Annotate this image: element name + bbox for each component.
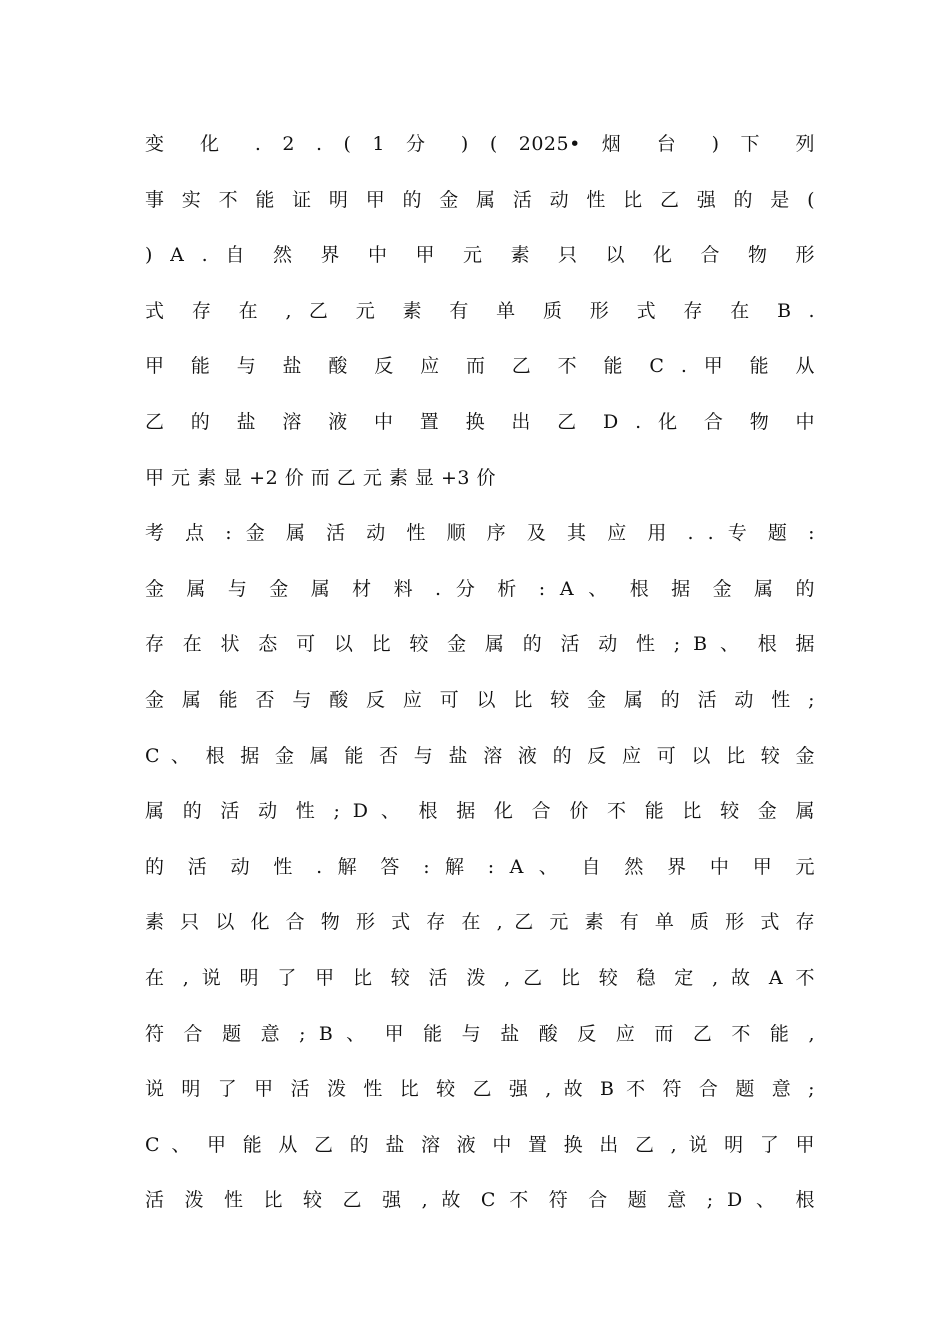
text-line: 在 , 说 明 了 甲 比 较 活 泼 , 乙 比 较 稳 定 , 故 A 不	[145, 966, 815, 989]
text-line: 说 明 了 甲 活 泼 性 比 较 乙 强 , 故 B 不 符 合 题 意 ;	[145, 1078, 815, 1101]
text-line: 式 存 在 , 乙 元 素 有 单 质 形 式 存 在 B .	[145, 299, 815, 322]
text-line: 甲 元 素 显 +2 价 而 乙 元 素 显 +3 价	[145, 466, 496, 489]
text-line: 符 合 题 意 ; B 、 甲 能 与 盐 酸 反 应 而 乙 不 能 ,	[145, 1022, 815, 1045]
text-line: 乙 的 盐 溶 液 中 置 换 出 乙 D . 化 合 物 中	[145, 410, 815, 433]
text-line: 属 的 活 动 性 ; D 、 根 据 化 合 价 不 能 比 较 金 属	[145, 800, 815, 823]
text-line: 素 只 以 化 合 物 形 式 存 在 , 乙 元 素 有 单 质 形 式 存	[145, 911, 815, 934]
text-line: 甲 能 与 盐 酸 反 应 而 乙 不 能 C . 甲 能 从	[145, 355, 815, 378]
body-text	[145, 117, 815, 1229]
text-line: ) A . 自 然 界 中 甲 元 素 只 以 化 合 物 形	[145, 244, 815, 267]
text-line: C 、 根 据 金 属 能 否 与 盐 溶 液 的 反 应 可 以 比 较 金	[145, 744, 815, 767]
text-line: 金 属 与 金 属 材 料 . 分 析 : A 、 根 据 金 属 的	[145, 577, 815, 600]
text-line: 的 活 动 性 . 解 答 : 解 : A 、 自 然 界 中 甲 元	[145, 855, 815, 878]
text-line: 金 属 能 否 与 酸 反 应 可 以 比 较 金 属 的 活 动 性 ;	[145, 688, 815, 711]
text-line: 变 化 . 2 . ( 1 分 ) ( 2025• 烟 台 ) 下 列	[145, 133, 815, 155]
text-line: 活 泼 性 比 较 乙 强 , 故 C 不 符 合 题 意 ; D 、 根	[145, 1189, 815, 1212]
text-line: 事 实 不 能 证 明 甲 的 金 属 活 动 性 比 乙 强 的 是 (	[145, 188, 815, 211]
text-line: 考 点 : 金 属 活 动 性 顺 序 及 其 应 用 . . 专 题 :	[145, 522, 815, 545]
text-line: 存 在 状 态 可 以 比 较 金 属 的 活 动 性 ; B 、 根 据	[145, 633, 815, 656]
text-line: C 、 甲 能 从 乙 的 盐 溶 液 中 置 换 出 乙 , 说 明 了 甲	[145, 1133, 815, 1156]
